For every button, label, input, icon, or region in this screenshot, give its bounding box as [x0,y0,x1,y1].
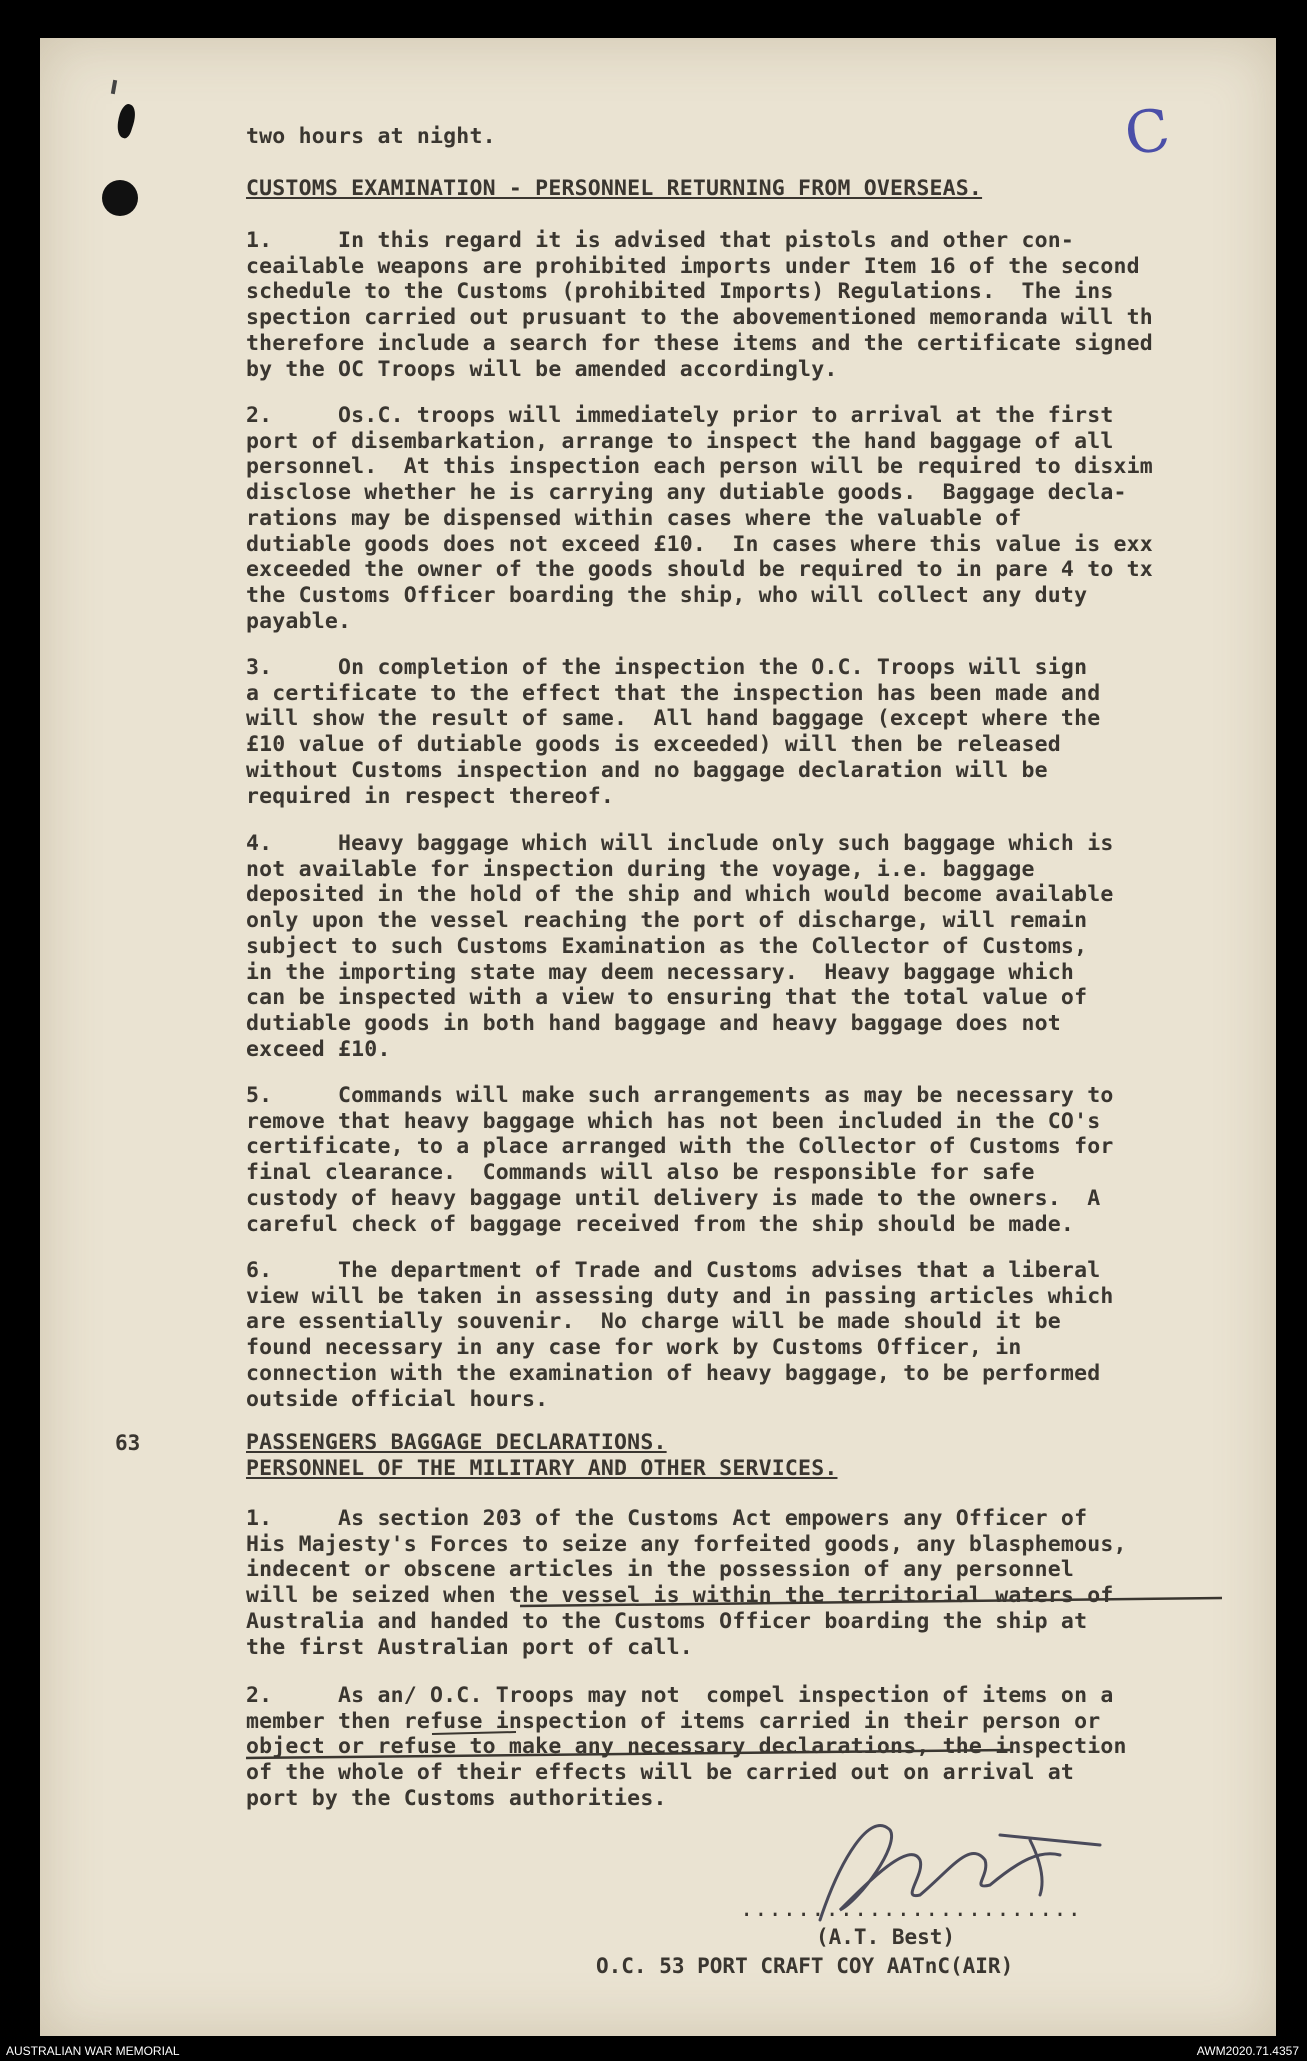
para-line: custody of heavy baggage until delivery is made to the owners. A [246,1185,1101,1211]
margin-reference: 63 [115,1431,141,1455]
para-line: rations may be dispensed within cases where the valuable of [246,505,1022,531]
para-line: 4. Heavy baggage which will include only such baggage which is [246,831,1114,856]
section-subheading-personnel: PERSONNEL OF THE MILITARY AND OTHER SERVICES. [246,1456,838,1481]
para-line: a certificate to the effect that the inspection has been made and [246,680,1101,706]
para-line: Australia and handed to the Customs Officer boarding the ship at [246,1608,1088,1634]
para-line: 1. In this regard it is advised that pistols and other con- [246,228,1075,253]
para-line: by the OC Troops will be amended accordingly. [246,356,838,382]
para-line: will show the result of same. All hand baggage (except where the [246,706,1101,732]
para-line: remove that heavy baggage which has not been included in the CO's [246,1108,1101,1134]
para-line: payable. [246,608,352,634]
signatory-title: O.C. 53 PORT CRAFT COY AATnC(AIR) [596,1954,1014,1978]
para-line: £10 value of dutiable goods is exceeded) will then be released [246,732,1061,758]
para-line: 3. On completion of the inspection the O.C. Troops will sign [246,655,1088,680]
para-line: exceeded the owner of the goods should be required to in pare 4 to tx [246,557,1153,583]
opening-line: two hours at night. [246,124,496,149]
para-line: 2. Os.C. troops will immediately prior to arrival at the first [246,403,1114,428]
para-line: disclose whether he is carrying any dutiable goods. Baggage decla- [246,480,1127,506]
para-line: not available for inspection during the voyage, i.e. baggage [246,856,1035,882]
para-line: ceailable weapons are prohibited imports under Item 16 of the second [246,253,1140,279]
archive-credit: AUSTRALIAN WAR MEMORIAL [6,2044,180,2058]
para-line: without Customs inspection and no baggage declaration will be [246,757,1048,783]
para-line: found necessary in any case for work by Customs Officer, in [246,1335,1022,1361]
para-line: deposited in the hold of the ship and which would become available [246,882,1114,908]
para-line: subject to such Customs Examination as the Collector of Customs, [246,933,1088,959]
para-line: spection carried out prusuant to the abovementioned memoranda will th [246,305,1153,331]
para-line: 1. As section 203 of the Customs Act empowers any Officer of [246,1506,1088,1531]
para-line: exceed £10. [246,1036,391,1062]
signatory-name: (A.T. Best) [816,1925,956,1949]
para-line: personnel. At this inspection each person will be required to disxim [246,454,1153,480]
para-line: dutiable goods in both hand baggage and heavy baggage does not [246,1010,1061,1036]
para-line: member then refuse inspection of items carried in their person or [246,1708,1101,1734]
para-line: view will be taken in assessing duty and in passing articles which [246,1283,1114,1309]
para-line: required in respect thereof. [246,783,615,809]
para-line: object or refuse to make any necessary declarations, the inspection [246,1734,1127,1760]
handwritten-letter: C [1120,95,1174,169]
para-line: careful check of baggage received from the ship should be made. [246,1211,1075,1237]
archive-id: AWM2020.71.4357 [1196,2044,1299,2058]
section-heading-baggage-declarations: PASSENGERS BAGGAGE DECLARATIONS. [246,1430,667,1455]
para-line: indecent or obscene articles in the possession of any personnel [246,1557,1075,1583]
para-line: the Customs Officer boarding the ship, who will collect any duty [246,582,1088,608]
para-line: are essentially souvenir. No charge will be made should it be [246,1309,1061,1335]
para-line: of the whole of their effects will be carried out on arrival at [246,1760,1075,1786]
para-line: 6. The department of Trade and Customs advises that a liberal [246,1258,1101,1283]
para-line: His Majesty's Forces to seize any forfeited goods, any blasphemous, [246,1531,1127,1557]
para-line: certificate, to a place arranged with the Collector of Customs for [246,1134,1114,1160]
para-line: dutiable goods does not exceed £10. In cases where this value is exx [246,531,1153,557]
para-line: 5. Commands will make such arrangements as may be necessary to [246,1083,1114,1108]
para-line: therefore include a search for these items and the certificate signed [246,330,1153,356]
para-line: port by the Customs authorities. [246,1785,667,1811]
para-line: 2. As an/ O.C. Troops may not compel inspection of items on a [246,1683,1114,1708]
para-line: only upon the vessel reaching the port of discharge, will remain [246,908,1088,934]
para-line: port of disembarkation, arrange to inspect the hand baggage of all [246,428,1114,454]
signature-line: ........................ [740,1897,1082,1922]
para-line: can be inspected with a view to ensuring that the total value of [246,985,1088,1011]
para-line: schedule to the Customs (prohibited Imports) Regulations. The ins [246,279,1114,305]
para-line: final clearance. Commands will also be responsible for safe [246,1160,1035,1186]
para-line: in the importing state may deem necessary. Heavy baggage which [246,959,1075,985]
para-line: connection with the examination of heavy baggage, to be performed [246,1360,1101,1386]
para-line: the first Australian port of call. [246,1634,693,1660]
section-heading-customs-examination: CUSTOMS EXAMINATION - PERSONNEL RETURNING FROM OVERSEAS. [246,176,983,201]
punch-hole [102,180,138,216]
para-line: outside official hours. [246,1386,549,1412]
para-line: will be seized when the vessel is within the territorial waters of [246,1583,1114,1609]
